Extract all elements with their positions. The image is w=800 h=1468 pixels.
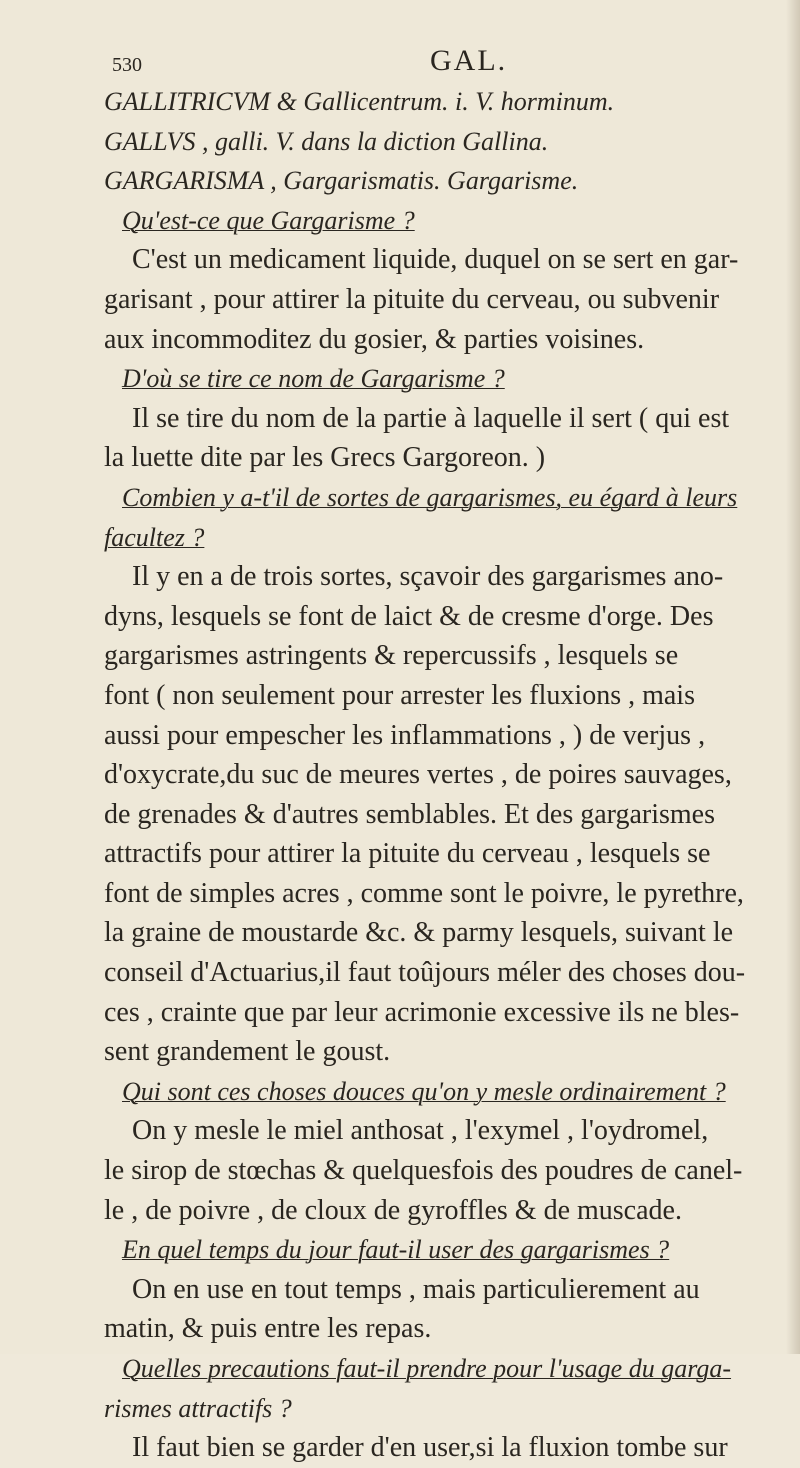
text-line: garisant , pour attirer la pituite du cerveau, ou subvenir [104,283,720,315]
text-line: dyns, lesquels se font de laict & de cresme d'orge. Des [104,600,714,632]
dictionary-entry: GALLVS , galli. V. dans la diction Gallina. [104,126,549,156]
text-line: d'oxycrate,du suc de meures vertes , de poires sauvages, [104,759,732,791]
text-line: attractifs pour attirer la pituite du cerveau , lesquels se [104,838,711,870]
page-number: 530 [112,54,142,76]
question-line: D'où se tire ce nom de Gargarisme ? [122,364,505,394]
text-line: la graine de moustarde &c. & parmy lesquels, suivant le [104,917,734,949]
text-line: sent grandement le goust. [104,1036,391,1068]
text-line: aux incommoditez du gosier, & parties voisines. [104,323,645,355]
question-line: facultez ? [104,522,205,552]
text-line: le , de poivre , de cloux de gyroffles & de muscade. [104,1194,682,1226]
text-line: la luette dite par les Grecs Gargoreon. ) [104,442,546,474]
text-line: Il y en a de trois sortes, sçavoir des gargarismes ano- [132,561,724,593]
question-line: Qu'est-ce que Gargarisme ? [122,205,415,235]
dictionary-entry: GALLITRICVM & Gallicentrum. i. V. horminum. [104,87,615,116]
text-line: le sirop de stœchas & quelquesfois des poudres de canel- [104,1155,743,1187]
question-line: En quel temps du jour faut-il user des gargarismes ? [122,1235,670,1265]
text-line: aussi pour empescher les inflammations , ) de verjus , [104,719,706,751]
text-line: C'est un medicament liquide, duquel on se sert en gar- [132,244,739,276]
text-line: font ( non seulement pour arrester les fluxions , mais [104,679,695,711]
dictionary-entry: GARGARISMA , Gargarismatis. Gargarisme. [104,166,579,196]
text-line: On en use en tout temps , mais particulierement au [132,1273,700,1305]
question-line: Combien y a-t'il de sortes de gargarismes, eu égard à leurs [122,482,738,512]
text-line: matin, & puis entre les repas. [104,1313,432,1345]
question-line: rismes attractifs ? [104,1393,292,1423]
page-header [112,44,712,84]
text-line: Il se tire du nom de la partie à laquelle il sert ( qui est [132,402,730,434]
text-line: Il faut bien se garder d'en user,si la fluxion tombe sur [132,1432,728,1464]
page-edge-shadow [786,0,800,1354]
question-line: Quelles precautions faut-il prendre pour l'usage du garga- [122,1354,732,1383]
question-line: Qui sont ces choses douces qu'on y mesle ordinairement ? [122,1076,726,1106]
text-line: gargarismes astringents & repercussifs , lesquels se [104,640,679,672]
text-line: On y mesle le miel anthosat , l'exymel , l'oydromel, [132,1115,709,1147]
text-line: conseil d'Actuarius,il faut toûjours méler des choses dou- [104,957,746,989]
text-line: de grenades & d'autres semblables. Et des gargarismes [104,798,716,830]
text-line: font de simples acres , comme sont le poivre, le pyrethre, [104,877,744,909]
text-line: ces , crainte que par leur acrimonie excessive ils ne bles- [104,996,740,1028]
running-head: GAL. [430,44,508,77]
page-body [104,82,786,1468]
